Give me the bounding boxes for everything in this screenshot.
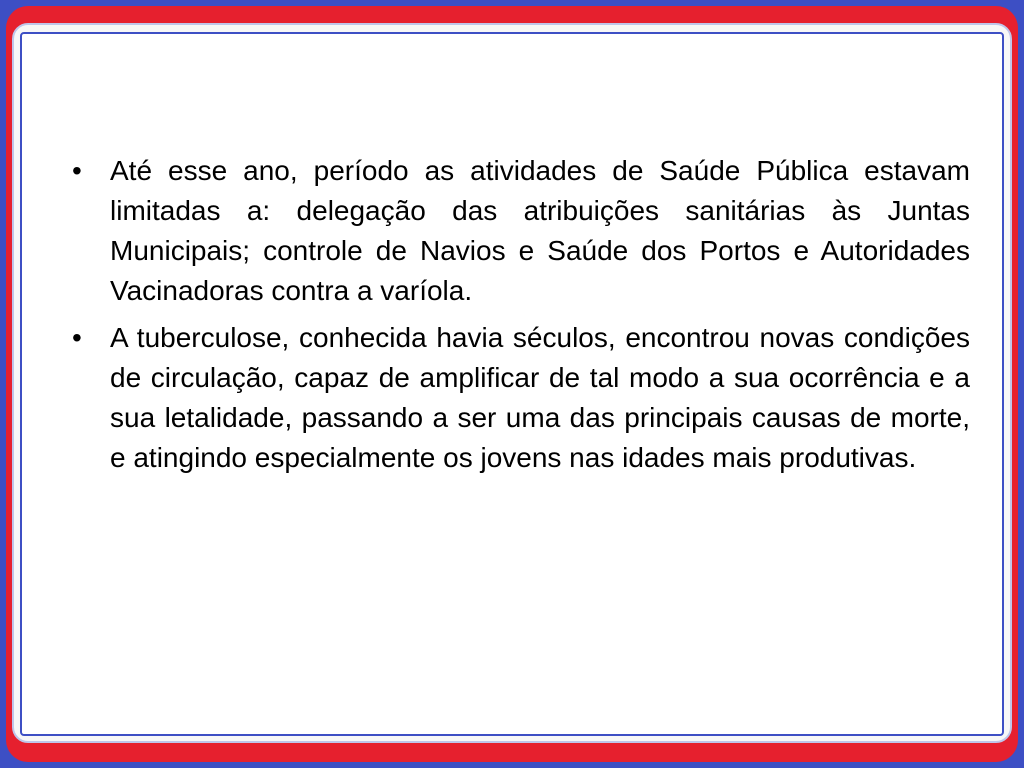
bullet-text: A tuberculose, conhecida havia séculos, encontrou novas condições de circulação, capaz de amplificar de tal modo a sua ocorrência e a sua letalidade, passando a ser uma das principais causas de morte, e atingindo especialmente os jovens nas idades mais produtivas.: [110, 322, 970, 473]
bullet-text: Até esse ano, período as atividades de Saúde Pública estavam limitadas a: delegação das atribuições sanitárias às Juntas Municipais; controle de Navios e Saúde dos Portos e Autoridades Vacinadoras contra a varíola.: [110, 155, 970, 306]
bullet-icon: •: [72, 322, 82, 353]
bullet-item-saude-publica: [72, 151, 970, 311]
bullet-icon: •: [72, 155, 82, 186]
bullet-list: [72, 151, 970, 485]
bullet-item-tuberculose: [72, 318, 970, 478]
